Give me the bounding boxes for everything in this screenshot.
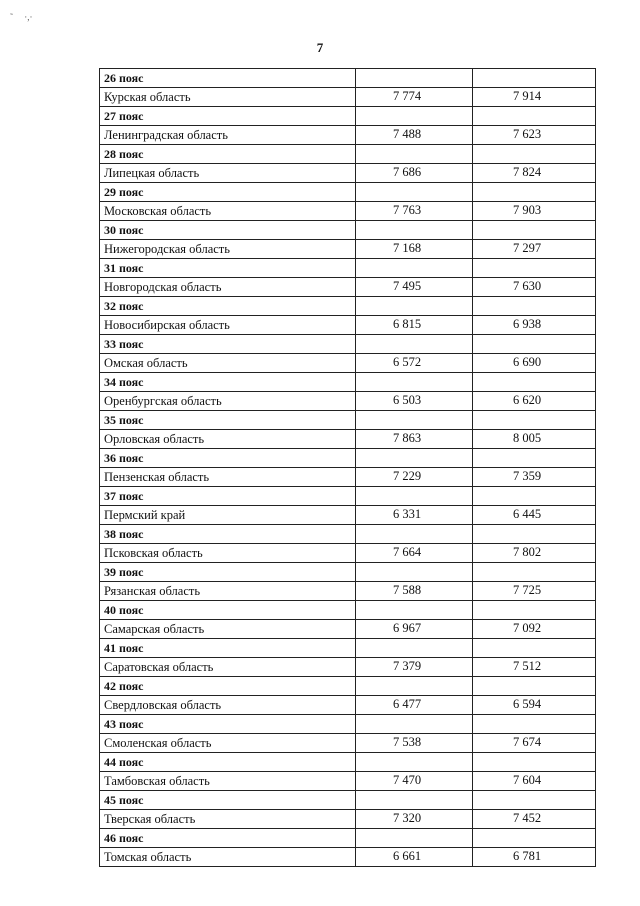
zone-empty-cell — [473, 69, 596, 88]
value-cell-1: 6 503 — [356, 392, 473, 411]
zone-empty-cell — [473, 183, 596, 202]
zone-empty-cell — [473, 221, 596, 240]
value-cell-2: 7 630 — [473, 278, 596, 297]
region-name: Саратовская область — [100, 658, 356, 677]
value-cell-2: 7 092 — [473, 620, 596, 639]
zone-empty-cell — [356, 373, 473, 392]
region-name: Омская область — [100, 354, 356, 373]
table-row — [100, 696, 596, 715]
zone-empty-cell — [356, 221, 473, 240]
zone-empty-cell — [473, 677, 596, 696]
zone-empty-cell — [356, 487, 473, 506]
zone-empty-cell — [473, 259, 596, 278]
zone-header-row — [100, 487, 596, 506]
zone-label: 34 пояс — [100, 373, 356, 392]
region-name: Нижегородская область — [100, 240, 356, 259]
zone-header-row — [100, 69, 596, 88]
zone-empty-cell — [473, 107, 596, 126]
zone-empty-cell — [356, 335, 473, 354]
zone-empty-cell — [473, 563, 596, 582]
zone-empty-cell — [473, 487, 596, 506]
value-cell-1: 7 470 — [356, 772, 473, 791]
value-cell-2: 7 824 — [473, 164, 596, 183]
region-name: Оренбургская область — [100, 392, 356, 411]
value-cell-2: 6 938 — [473, 316, 596, 335]
zone-empty-cell — [356, 69, 473, 88]
value-cell-2: 7 623 — [473, 126, 596, 145]
zone-empty-cell — [356, 677, 473, 696]
value-cell-1: 7 686 — [356, 164, 473, 183]
region-name: Орловская область — [100, 430, 356, 449]
value-cell-1: 7 863 — [356, 430, 473, 449]
zone-empty-cell — [356, 753, 473, 772]
zone-empty-cell — [473, 525, 596, 544]
zone-empty-cell — [356, 411, 473, 430]
zone-label: 33 пояс — [100, 335, 356, 354]
zone-header-row — [100, 221, 596, 240]
zone-header-row — [100, 677, 596, 696]
value-cell-1: 7 763 — [356, 202, 473, 221]
region-name: Пензенская область — [100, 468, 356, 487]
zone-label: 27 пояс — [100, 107, 356, 126]
value-cell-2: 7 802 — [473, 544, 596, 563]
zone-header-row — [100, 525, 596, 544]
zone-header-row — [100, 563, 596, 582]
table-row — [100, 430, 596, 449]
value-cell-2: 8 005 — [473, 430, 596, 449]
table-row — [100, 506, 596, 525]
zone-header-row — [100, 449, 596, 468]
value-cell-1: 6 572 — [356, 354, 473, 373]
zone-label: 41 пояс — [100, 639, 356, 658]
zone-label: 32 пояс — [100, 297, 356, 316]
zone-empty-cell — [356, 525, 473, 544]
value-cell-1: 6 477 — [356, 696, 473, 715]
value-cell-1: 6 967 — [356, 620, 473, 639]
table-row — [100, 240, 596, 259]
zone-header-row — [100, 753, 596, 772]
zone-label: 45 пояс — [100, 791, 356, 810]
region-name: Пермский край — [100, 506, 356, 525]
region-name: Ленинградская область — [100, 126, 356, 145]
value-cell-2: 7 914 — [473, 88, 596, 107]
zone-empty-cell — [473, 791, 596, 810]
table-row — [100, 772, 596, 791]
table-row — [100, 848, 596, 867]
value-cell-1: 6 815 — [356, 316, 473, 335]
zone-label: 38 пояс — [100, 525, 356, 544]
zone-header-row — [100, 639, 596, 658]
zone-label: 44 пояс — [100, 753, 356, 772]
zone-label: 36 пояс — [100, 449, 356, 468]
value-cell-1: 7 488 — [356, 126, 473, 145]
zone-empty-cell — [356, 449, 473, 468]
table-row — [100, 468, 596, 487]
scan-artifact-marks: ˜ ·,· — [10, 12, 33, 22]
value-cell-2: 7 512 — [473, 658, 596, 677]
value-cell-1: 6 661 — [356, 848, 473, 867]
zone-empty-cell — [356, 715, 473, 734]
zone-empty-cell — [356, 601, 473, 620]
value-cell-1: 7 495 — [356, 278, 473, 297]
zone-label: 40 пояс — [100, 601, 356, 620]
region-name: Томская область — [100, 848, 356, 867]
table-row — [100, 810, 596, 829]
table-row — [100, 88, 596, 107]
value-cell-1: 7 588 — [356, 582, 473, 601]
region-name: Московская область — [100, 202, 356, 221]
zone-empty-cell — [473, 715, 596, 734]
table-row — [100, 582, 596, 601]
zone-empty-cell — [473, 297, 596, 316]
zone-empty-cell — [473, 145, 596, 164]
zone-label: 30 пояс — [100, 221, 356, 240]
zone-label: 46 пояс — [100, 829, 356, 848]
region-name: Новосибирская область — [100, 316, 356, 335]
table-row — [100, 316, 596, 335]
zone-empty-cell — [356, 297, 473, 316]
zone-label: 26 пояс — [100, 69, 356, 88]
zone-empty-cell — [356, 107, 473, 126]
region-name: Самарская область — [100, 620, 356, 639]
value-cell-1: 7 774 — [356, 88, 473, 107]
value-cell-2: 6 445 — [473, 506, 596, 525]
value-cell-2: 7 359 — [473, 468, 596, 487]
value-cell-1: 7 538 — [356, 734, 473, 753]
zone-label: 43 пояс — [100, 715, 356, 734]
value-cell-1: 7 379 — [356, 658, 473, 677]
zone-empty-cell — [356, 183, 473, 202]
zone-label: 29 пояс — [100, 183, 356, 202]
zone-header-row — [100, 297, 596, 316]
value-cell-1: 7 664 — [356, 544, 473, 563]
zone-header-row — [100, 829, 596, 848]
zone-table — [99, 68, 596, 867]
region-name: Новгородская область — [100, 278, 356, 297]
value-cell-2: 7 725 — [473, 582, 596, 601]
zone-empty-cell — [473, 335, 596, 354]
value-cell-2: 7 452 — [473, 810, 596, 829]
region-name: Липецкая область — [100, 164, 356, 183]
zone-header-row — [100, 715, 596, 734]
table-row — [100, 202, 596, 221]
value-cell-2: 6 690 — [473, 354, 596, 373]
table-row — [100, 354, 596, 373]
value-cell-1: 7 229 — [356, 468, 473, 487]
zone-header-row — [100, 145, 596, 164]
zone-header-row — [100, 411, 596, 430]
value-cell-1: 7 168 — [356, 240, 473, 259]
table-row — [100, 392, 596, 411]
table-row — [100, 278, 596, 297]
zone-label: 35 пояс — [100, 411, 356, 430]
region-name: Курская область — [100, 88, 356, 107]
zone-empty-cell — [473, 601, 596, 620]
zone-label: 28 пояс — [100, 145, 356, 164]
value-cell-1: 7 320 — [356, 810, 473, 829]
table-row — [100, 734, 596, 753]
value-cell-1: 6 331 — [356, 506, 473, 525]
table-row — [100, 544, 596, 563]
zone-empty-cell — [356, 829, 473, 848]
zone-header-row — [100, 601, 596, 620]
region-name: Тверская область — [100, 810, 356, 829]
zone-label: 39 пояс — [100, 563, 356, 582]
zone-empty-cell — [356, 791, 473, 810]
value-cell-2: 7 903 — [473, 202, 596, 221]
table-row — [100, 658, 596, 677]
zone-header-row — [100, 791, 596, 810]
table-row — [100, 126, 596, 145]
zone-empty-cell — [356, 145, 473, 164]
zone-header-row — [100, 183, 596, 202]
zone-empty-cell — [473, 753, 596, 772]
table-row — [100, 620, 596, 639]
zone-label: 31 пояс — [100, 259, 356, 278]
value-cell-2: 6 594 — [473, 696, 596, 715]
region-name: Псковская область — [100, 544, 356, 563]
zone-table-body — [100, 69, 596, 867]
region-name: Свердловская область — [100, 696, 356, 715]
page-number: 7 — [316, 40, 324, 55]
table-row — [100, 164, 596, 183]
zone-empty-cell — [473, 829, 596, 848]
zone-header-row — [100, 107, 596, 126]
zone-empty-cell — [473, 373, 596, 392]
zone-label: 42 пояс — [100, 677, 356, 696]
zone-empty-cell — [473, 449, 596, 468]
value-cell-2: 6 620 — [473, 392, 596, 411]
zone-empty-cell — [356, 259, 473, 278]
value-cell-2: 7 604 — [473, 772, 596, 791]
zone-empty-cell — [356, 563, 473, 582]
region-name: Рязанская область — [100, 582, 356, 601]
zone-label: 37 пояс — [100, 487, 356, 506]
zone-empty-cell — [473, 411, 596, 430]
value-cell-2: 7 674 — [473, 734, 596, 753]
zone-empty-cell — [356, 639, 473, 658]
zone-header-row — [100, 373, 596, 392]
value-cell-2: 7 297 — [473, 240, 596, 259]
region-name: Смоленская область — [100, 734, 356, 753]
value-cell-2: 6 781 — [473, 848, 596, 867]
region-name: Тамбовская область — [100, 772, 356, 791]
zone-header-row — [100, 259, 596, 278]
zone-empty-cell — [473, 639, 596, 658]
zone-header-row — [100, 335, 596, 354]
